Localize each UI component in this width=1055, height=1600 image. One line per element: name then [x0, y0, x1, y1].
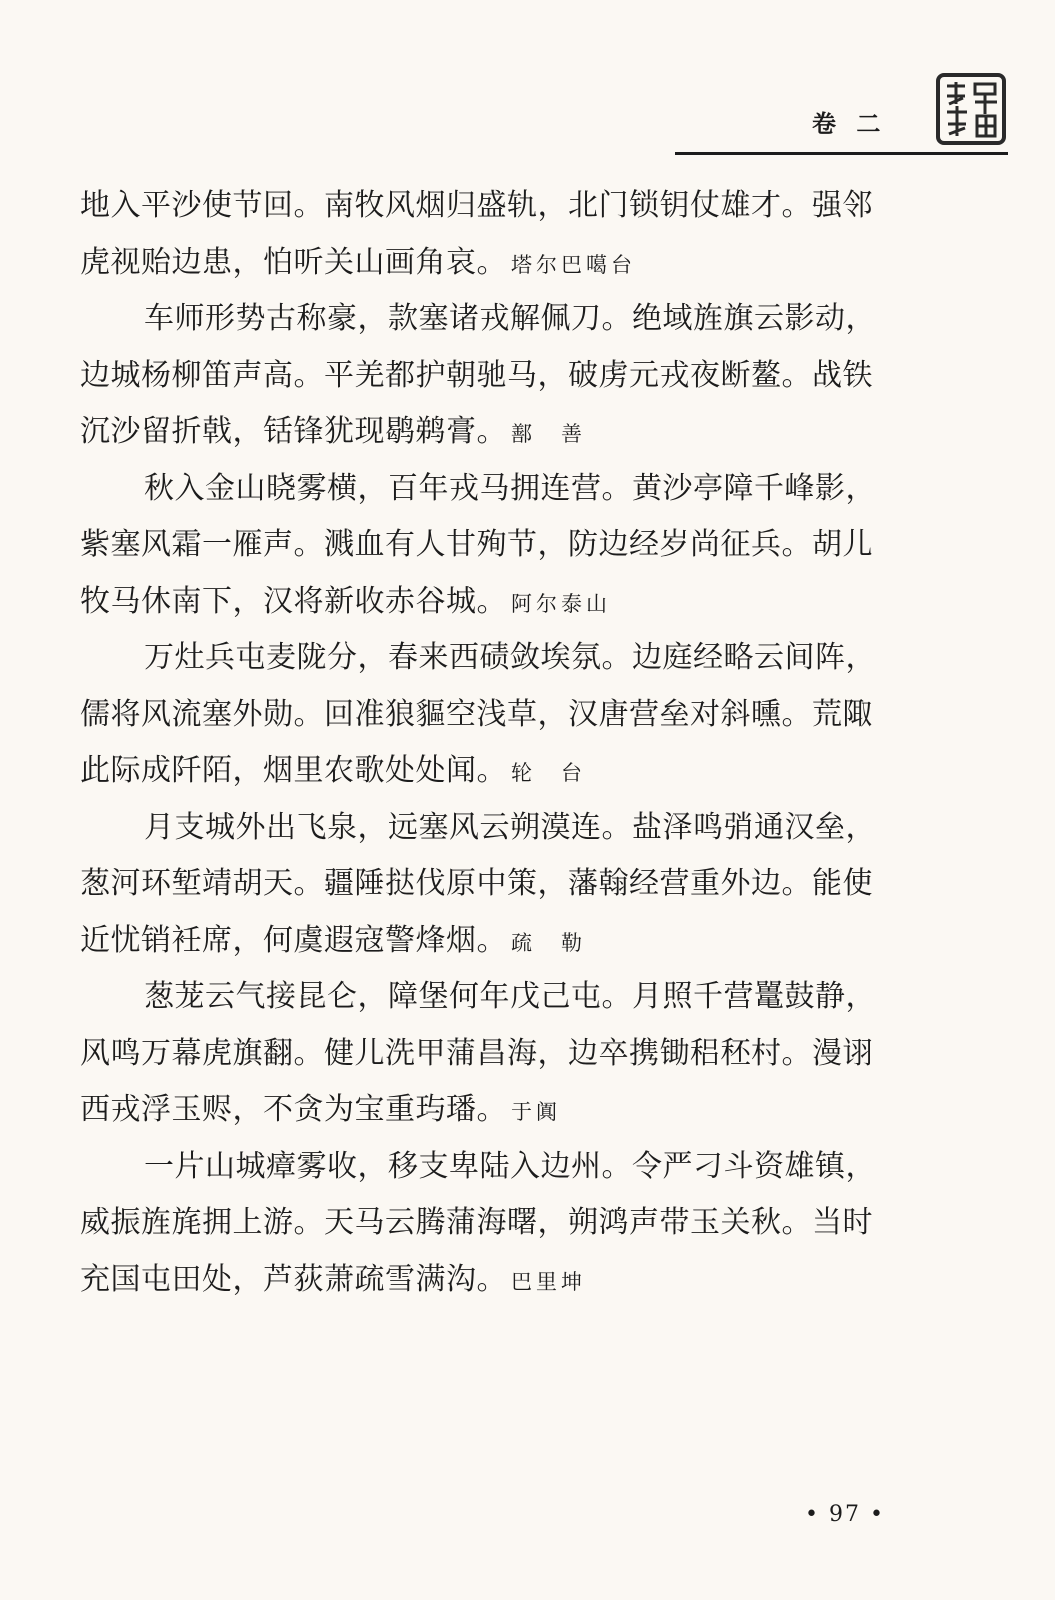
- text-line: [80, 235, 920, 292]
- line-text: 充国屯田处，芦荻萧疏雪满沟。: [80, 1261, 507, 1297]
- poem-source-label: 于阗: [511, 1100, 561, 1124]
- text-line: [80, 856, 920, 913]
- line-text: 此际成阡陌，烟里农歌处处闻。: [80, 753, 507, 788]
- line-text: 西戎浮玉赆，不贪为宝重玙璠。: [80, 1092, 507, 1127]
- line-text: 地入平沙使节回。南牧风烟归盛轨，北门锁钥仗雄才。强邻: [80, 188, 873, 223]
- line-text: 月支城外出飞泉，远塞风云朔漠连。盐泽鸣弰通汉垒，: [144, 809, 876, 845]
- poem-source-label: 巴里坤: [511, 1269, 586, 1294]
- text-line: [80, 404, 920, 461]
- text-line: [80, 913, 920, 970]
- text-line: [80, 687, 920, 744]
- poem-source-label: 阿尔泰山: [511, 591, 611, 616]
- text-line: [80, 1026, 920, 1083]
- text-line: [80, 1195, 920, 1252]
- line-text: 紫塞风霜一雁声。溅血有人甘殉节，防边经岁尚征兵。胡儿: [80, 527, 873, 562]
- poem-source-label: 鄯 善: [511, 422, 586, 446]
- text-line: [80, 630, 920, 687]
- text-line: [80, 800, 920, 857]
- line-text: 秋入金山晓雾横，百年戎马拥连营。黄沙亭障千峰影，: [144, 470, 876, 506]
- header-rule: [675, 152, 1008, 155]
- line-text: 风鸣万幕虎旗翻。健儿洗甲蒲昌海，边卒携锄稆秠村。漫诩: [80, 1035, 873, 1071]
- line-text: 威振旌旄拥上游。天马云腾蒲海曙，朔鸿声带玉关秋。当时: [80, 1205, 873, 1240]
- line-text: 牧马休南下，汉将新收赤谷城。: [80, 583, 507, 619]
- poem-text-block: [80, 178, 920, 1308]
- line-text: 沉沙留折戟，铦锋犹现鹖鹈膏。: [80, 414, 507, 449]
- line-text: 边城杨柳笛声高。平羌都护朝驰马，破虏元戎夜断鳌。战铁: [80, 357, 873, 393]
- text-line: [80, 743, 920, 800]
- line-text: 一片山城瘴雾收，移支卑陆入边州。令严刁斗资雄镇，: [144, 1148, 876, 1184]
- line-text: 近忧销衽席，何虞遐寇警烽烟。: [80, 922, 507, 958]
- text-line: [80, 574, 920, 631]
- text-line: [80, 178, 920, 235]
- chapter-heading: 卷 二: [812, 110, 887, 138]
- poem-source-label: 疏 勒: [511, 930, 586, 955]
- poem-source-label: 塔尔巴噶台: [511, 252, 636, 277]
- text-line: [80, 1082, 920, 1139]
- text-line: [80, 1139, 920, 1196]
- text-line: [80, 1252, 920, 1309]
- text-line: [80, 969, 920, 1026]
- line-text: 万灶兵屯麦陇分，春来西碛敛埃氛。边庭经略云间阵，: [144, 640, 876, 675]
- text-line: [80, 461, 920, 518]
- page-number: • 97 •: [805, 1502, 885, 1527]
- seal-stamp-logo: [935, 72, 1007, 146]
- line-text: 虎视贻边患，怕听关山画角哀。: [80, 244, 507, 280]
- poem-source-label: 轮 台: [511, 761, 586, 785]
- text-line: [80, 348, 920, 405]
- line-text: 儒将风流塞外勋。回准狼貙空浅草，汉唐营垒对斜曛。荒陬: [80, 696, 873, 732]
- line-text: 车师形势古称豪，款塞诸戎解佩刀。绝域旌旗云影动，: [144, 301, 876, 336]
- line-text: 葱茏云气接昆仑，障堡何年戊己屯。月照千营鼍鼓静，: [144, 979, 876, 1014]
- text-line: [80, 517, 920, 574]
- line-text: 葱河环堑靖胡天。疆陲挞伐原中策，藩翰经营重外边。能使: [80, 866, 873, 901]
- text-line: [80, 291, 920, 348]
